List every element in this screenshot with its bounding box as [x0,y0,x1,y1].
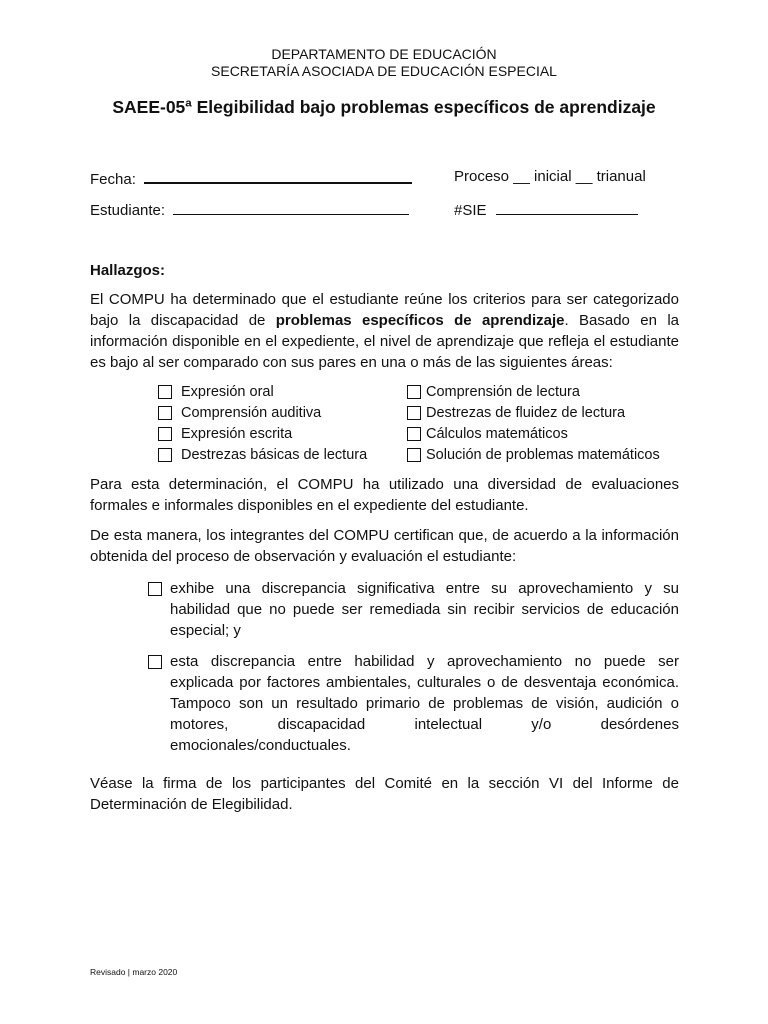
checkbox-icon[interactable] [407,406,421,420]
checkbox-icon[interactable] [148,655,162,669]
checkbox-icon[interactable] [407,427,421,441]
area-solucion-problemas[interactable]: Solución de problemas matemáticos [407,446,660,464]
sie-label: #SIE [454,202,487,219]
area-expresion-oral[interactable]: Expresión oral [158,383,274,401]
area-destrezas-basicas-lectura[interactable]: Destrezas básicas de lectura [158,446,367,464]
sie-input-line[interactable] [496,200,638,215]
area-fluidez-lectura[interactable]: Destrezas de fluidez de lectura [407,404,625,422]
department-name: DEPARTAMENTO DE EDUCACIÓN [271,46,497,62]
hallazgos-heading: Hallazgos: [90,262,166,279]
signature-note: Véase la firma de los participantes del Comité en la sección VI del Informe de Determinación de Elegibilidad. [90,775,679,813]
determination-paragraph: Para esta determinación, el COMPU ha utilizado una diversidad de evaluaciones formales e informales disponibles en el expediente del estudiante. [90,476,679,514]
checkbox-icon[interactable] [148,582,162,596]
disability-name: problemas específicos de aprendizaje [275,312,565,329]
fecha-label: Fecha: [90,171,136,188]
checkbox-icon[interactable] [158,385,172,399]
area-expresion-escrita[interactable]: Expresión escrita [158,425,292,443]
intro-paragraph: El COMPU ha determinado que el estudiante reúne los criterios para ser categorizado bajo la discapacidad de problemas específicos de aprendizaje. Basado en la información disponible en el expediente, el nivel de aprendizaje que refleja el estudiante es bajo al ser comparado con sus pares en una o más de las siguientes áreas: [90,291,679,371]
estudiante-label: Estudiante: [90,202,166,219]
area-comprension-auditiva[interactable]: Comprensión auditiva [158,404,321,422]
fecha-input-line[interactable] [144,168,412,184]
area-calculos-matematicos[interactable]: Cálculos matemáticos [407,425,568,443]
certify-item-2[interactable] [148,651,679,754]
certify-intro-paragraph: De esta manera, los integrantes del COMPU certifican que, de acuerdo a la información obtenida del proceso de observación y evaluación el estudiante: [90,527,679,565]
certify-item-1[interactable] [148,578,679,641]
checkbox-icon[interactable] [158,427,172,441]
proceso-field[interactable]: Proceso __ inicial __ trianual [454,168,646,185]
revision-footer: Revisado | marzo 2020 [90,967,178,977]
checkbox-icon[interactable] [407,385,421,399]
checkbox-icon[interactable] [158,406,172,420]
sie-field [454,200,638,220]
checkbox-icon[interactable] [158,448,172,462]
fecha-field [90,168,412,189]
estudiante-input-line[interactable] [173,200,409,215]
form-title: SAEE-05ª Elegibilidad bajo problemas específicos de aprendizaje [112,97,656,117]
certify-item-1-text: exhibe una discrepancia significativa entre su aprovechamiento y su habilidad que no puede ser remediada sin recibir servicios de educación especial; y [170,580,679,639]
estudiante-field [90,200,409,220]
certify-item-2-text: esta discrepancia entre habilidad y aprovechamiento no puede ser explicada por factores ambientales, culturales o de desventaja económica. Tampoco son un resultado primario de problemas de visión, audición o motores, discapacidad intelectual y/o desórdenes emocionales/conductuales. [170,653,679,754]
area-comprension-lectura[interactable]: Comprensión de lectura [407,383,580,401]
checkbox-icon[interactable] [407,448,421,462]
secretariat-name: SECRETARÍA ASOCIADA DE EDUCACIÓN ESPECIAL [211,63,557,79]
